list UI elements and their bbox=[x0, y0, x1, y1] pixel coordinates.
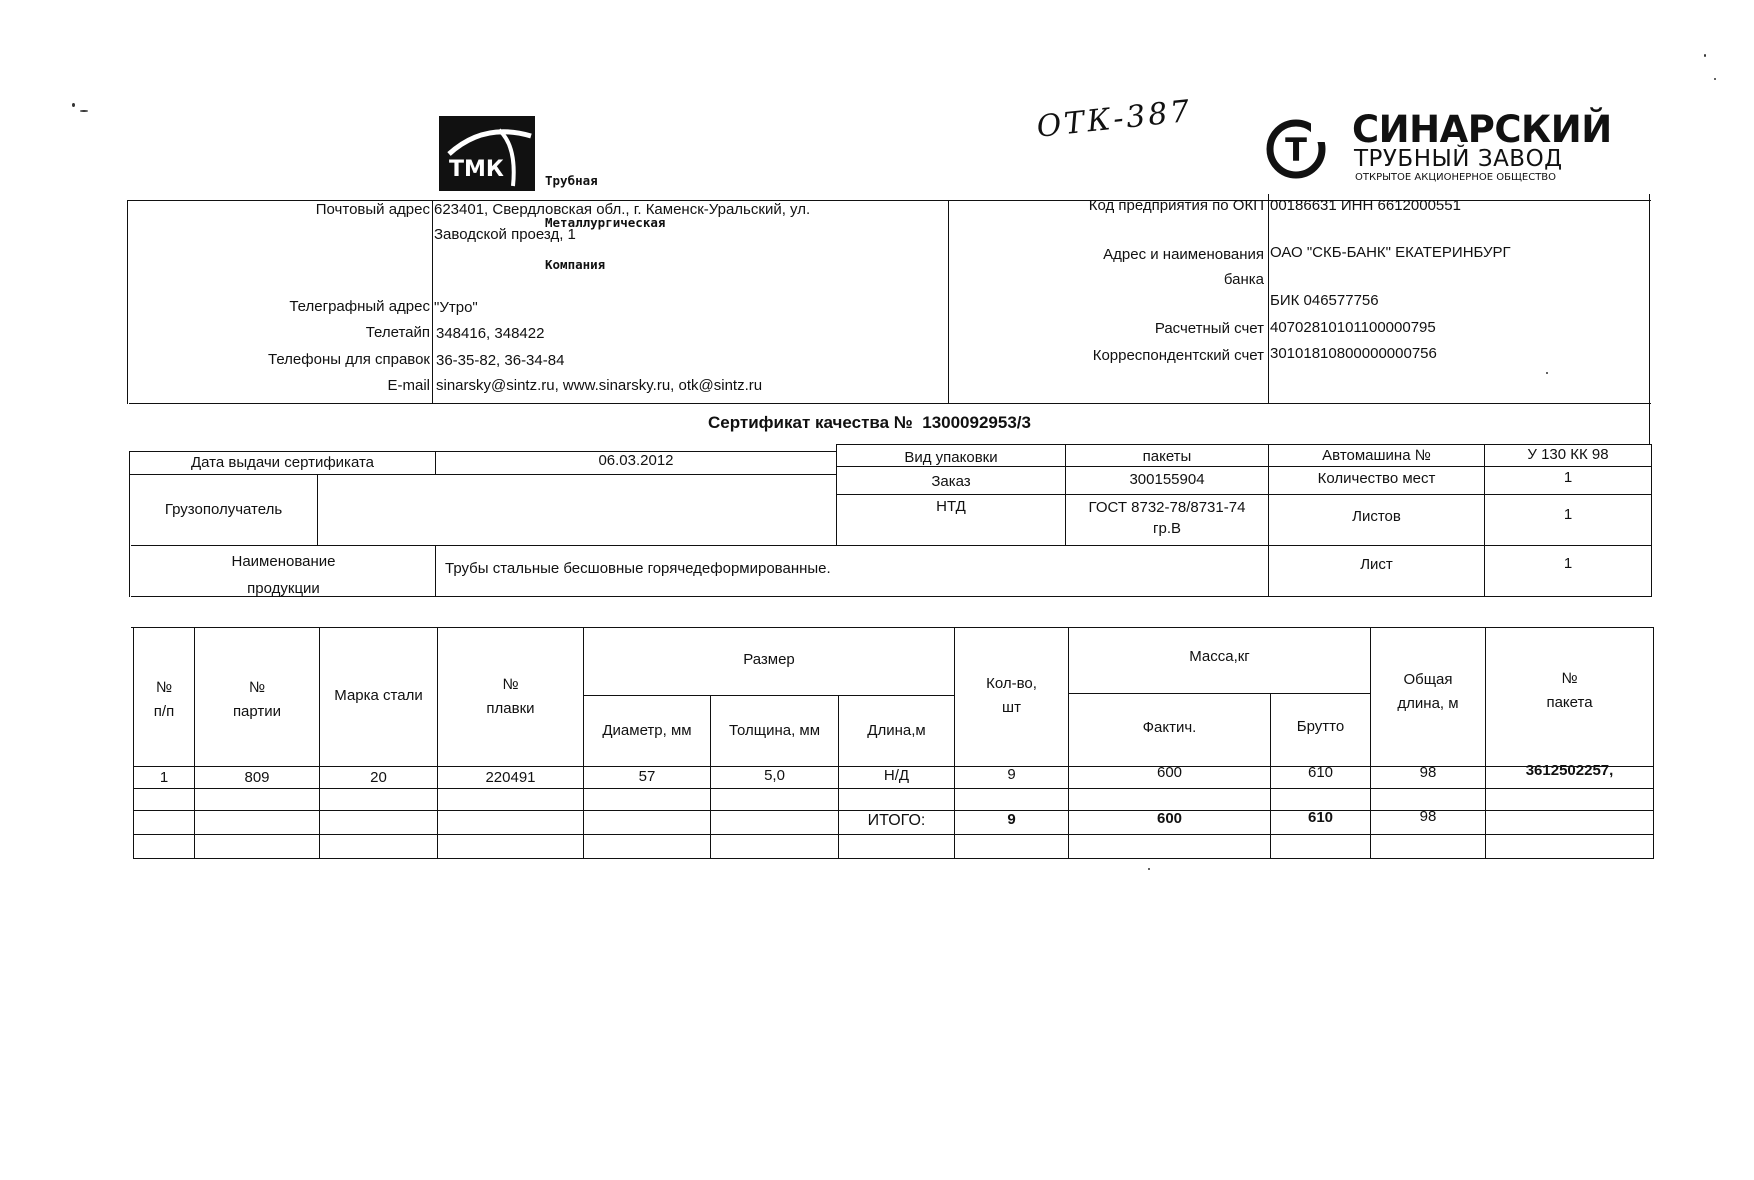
product-label bbox=[132, 548, 435, 602]
teletype-value: 348416, 348422 bbox=[436, 325, 545, 342]
cell-total-length: 98 bbox=[1419, 763, 1437, 781]
col-header-mass-gross: Брутто bbox=[1296, 718, 1345, 735]
cell-qty: 9 bbox=[1007, 765, 1016, 783]
bank-label-line1: Адрес и наименования bbox=[1103, 246, 1264, 263]
telegraph-address-value: "Утро" bbox=[434, 299, 478, 316]
cell-steel: 20 bbox=[370, 768, 387, 786]
col-header-diameter: Диаметр, мм bbox=[602, 722, 692, 739]
certificate-title-label: Сертификат качества № bbox=[708, 413, 913, 432]
phones-value: 36-35-82, 36-34-84 bbox=[436, 352, 565, 369]
corr-account-label: Корреспондентский счет bbox=[1092, 347, 1264, 364]
col-header-total-length-line1: Общая bbox=[1403, 671, 1453, 688]
cell-npp: 1 bbox=[159, 768, 169, 786]
col-header-npp-line1: № bbox=[155, 679, 173, 696]
order-label: Заказ bbox=[931, 473, 971, 490]
account-value: 40702810101100000795 bbox=[1270, 319, 1436, 336]
col-header-qty bbox=[955, 672, 1068, 720]
certificate-title bbox=[708, 414, 1031, 432]
consignee-value bbox=[318, 475, 836, 545]
col-header-npp-line2: п/п bbox=[153, 703, 175, 720]
cell-diameter: 57 bbox=[638, 767, 656, 785]
order-value: 300155904 bbox=[1129, 471, 1205, 488]
bank-bik: БИК 046577756 bbox=[1270, 292, 1379, 309]
places-value: 1 bbox=[1563, 469, 1573, 486]
total-mass-actual: 600 bbox=[1156, 810, 1183, 827]
places-label: Количество мест bbox=[1317, 470, 1436, 487]
packing-value: пакеты bbox=[1142, 448, 1192, 465]
tmk-caption-line: Компания bbox=[545, 257, 606, 272]
col-header-package-line2: пакета bbox=[1546, 694, 1593, 711]
col-header-qty-line2: шт bbox=[1002, 699, 1021, 716]
certificate-number: 1300092953/3 bbox=[922, 413, 1031, 432]
total-length: 98 bbox=[1419, 808, 1437, 825]
handwritten-note: ОТК-387 bbox=[1035, 93, 1195, 145]
col-header-heat-line2: плавки bbox=[486, 700, 535, 717]
cell-mass-actual: 600 bbox=[1156, 763, 1183, 781]
product-label-line2: продукции bbox=[247, 580, 320, 597]
total-mass-gross: 610 bbox=[1307, 809, 1334, 826]
telegraph-address-label: Телеграфный адрес bbox=[289, 298, 430, 315]
col-header-steel: Марка стали bbox=[334, 687, 423, 704]
col-header-total-length-line2: длина, м bbox=[1397, 695, 1459, 712]
sinarsky-logo bbox=[1265, 118, 1327, 180]
issue-date-label: Дата выдачи сертификата bbox=[190, 454, 375, 471]
cell-heat: 220491 bbox=[485, 768, 536, 786]
tmk-caption-line: Трубная bbox=[545, 173, 598, 188]
email-value: sinarsky@sintz.ru, www.sinarsky.ru, otk@sintz.ru bbox=[436, 377, 763, 394]
scan-speck bbox=[1148, 868, 1150, 870]
issue-date-value: 06.03.2012 bbox=[598, 452, 674, 469]
col-header-heat-line1: № bbox=[502, 676, 519, 693]
col-header-batch-line1: № bbox=[248, 679, 266, 696]
okp-label: Код предприятия по ОКП bbox=[1088, 197, 1264, 214]
cell-batch: 809 bbox=[244, 768, 270, 786]
postal-address-line2: Заводской проезд, 1 bbox=[434, 226, 576, 243]
sinarsky-org-form: ОТКРЫТОЕ АКЦИОНЕРНОЕ ОБЩЕСТВО bbox=[1355, 172, 1557, 183]
col-header-thickness: Толщина, мм bbox=[728, 722, 821, 739]
col-header-length: Длина,м bbox=[867, 722, 926, 739]
consignee-label: Грузополучатель bbox=[164, 501, 283, 518]
bank-label-line2: банка bbox=[1223, 271, 1264, 288]
corr-account-value: 30101810800000000756 bbox=[1270, 345, 1437, 362]
tmk-logo-text: ТМК bbox=[449, 157, 504, 182]
sinarsky-subtitle: ТРУБНЫЙ ЗАВОД bbox=[1354, 146, 1563, 172]
col-header-npp bbox=[134, 676, 194, 724]
ntd-label: НТД bbox=[936, 498, 966, 515]
tmk-logo bbox=[439, 116, 535, 191]
sinarsky-logo-letter: Т bbox=[1285, 131, 1307, 169]
scan-speck bbox=[1546, 372, 1548, 374]
ntd-value bbox=[1066, 497, 1268, 539]
col-header-package bbox=[1486, 667, 1653, 715]
col-header-size: Размер bbox=[743, 651, 795, 668]
teletype-label: Телетайп bbox=[365, 324, 430, 341]
scan-speck bbox=[72, 103, 75, 107]
col-header-mass-actual: Фактич. bbox=[1142, 719, 1197, 736]
tmk-logo-graphic bbox=[439, 116, 535, 191]
col-header-batch bbox=[195, 676, 319, 724]
product-value: Трубы стальные бесшовные горячедеформированные. bbox=[445, 560, 831, 577]
scan-speck bbox=[80, 110, 88, 112]
account-label: Расчетный счет bbox=[1154, 320, 1264, 337]
packing-label: Вид упаковки bbox=[904, 449, 998, 466]
sheet-value: 1 bbox=[1563, 555, 1573, 572]
ntd-value-line1: ГОСТ 8732-78/8731-74 bbox=[1088, 499, 1246, 516]
sheet-label: Лист bbox=[1360, 556, 1393, 573]
col-header-total-length bbox=[1371, 668, 1485, 716]
vehicle-value: У 130 КК 98 bbox=[1527, 446, 1609, 463]
postal-address-line1: 623401, Свердловская обл., г. Каменск-Уральский, ул. bbox=[434, 201, 811, 218]
cell-length: Н/Д bbox=[883, 766, 910, 784]
cell-mass-gross: 610 bbox=[1307, 763, 1334, 781]
sheets-label: Листов bbox=[1352, 508, 1401, 525]
email-label: E-mail bbox=[387, 377, 430, 394]
product-label-line1: Наименование bbox=[231, 553, 336, 570]
cell-package: 3612502257, bbox=[1525, 761, 1614, 779]
okp-value: 00186631 ИНН 6612000551 bbox=[1270, 197, 1461, 214]
tmk-caption-line: Металлургическая bbox=[545, 215, 666, 230]
ntd-value-line2: гр.В bbox=[1153, 520, 1181, 537]
col-header-mass: Масса,кг bbox=[1189, 648, 1250, 665]
col-header-package-line1: № bbox=[1561, 670, 1578, 687]
sheets-value: 1 bbox=[1563, 506, 1573, 523]
col-header-batch-line2: партии bbox=[232, 703, 282, 720]
phones-label: Телефоны для справок bbox=[268, 351, 430, 368]
sinarsky-name: СИНАРСКИЙ bbox=[1352, 108, 1612, 151]
scan-speck bbox=[1704, 54, 1706, 57]
scan-speck bbox=[1714, 78, 1716, 80]
bank-name: ОАО "СКБ-БАНК" ЕКАТЕРИНБУРГ bbox=[1270, 244, 1511, 261]
postal-address-label: Почтовый адрес bbox=[315, 201, 430, 218]
total-label: ИТОГО: bbox=[867, 812, 926, 829]
total-qty: 9 bbox=[1007, 811, 1016, 828]
vehicle-label: Автомашина № bbox=[1322, 447, 1431, 464]
cell-thickness: 5,0 bbox=[764, 766, 785, 784]
col-header-qty-line1: Кол-во, bbox=[986, 675, 1037, 692]
col-header-heat bbox=[438, 673, 583, 721]
